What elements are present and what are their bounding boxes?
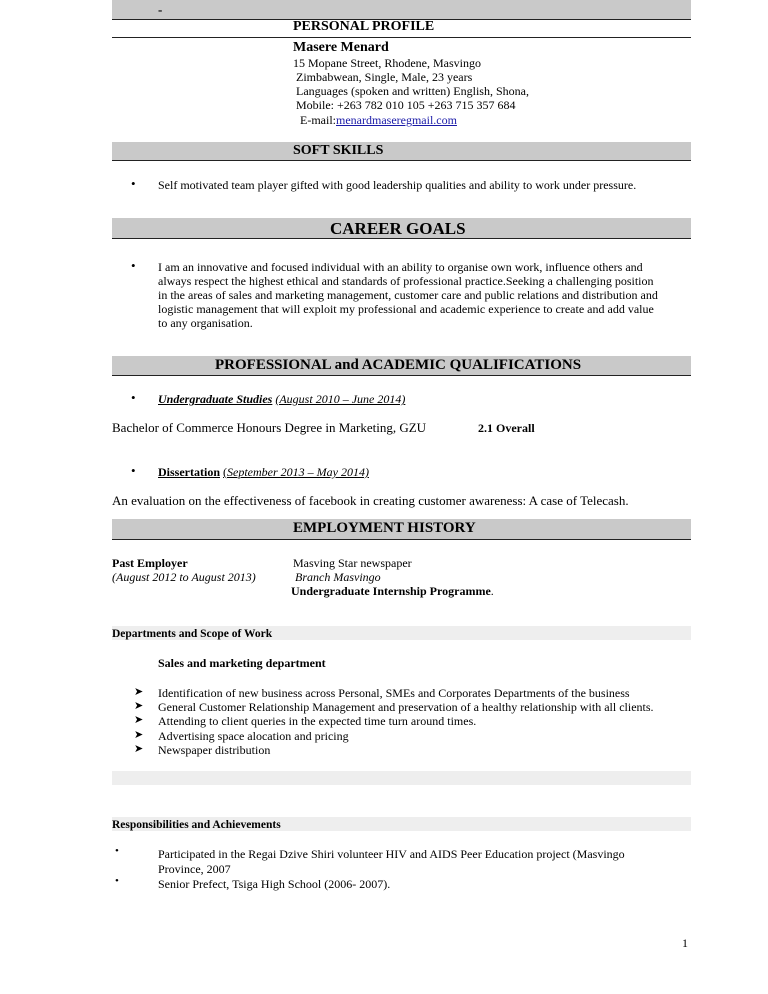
programme-name: Undergraduate Internship Programme — [291, 584, 491, 598]
profile-mobile: Mobile: +263 782 010 105 +263 715 357 684 — [296, 98, 516, 112]
bullet-icon: • — [115, 875, 119, 887]
programme-end: . — [490, 584, 494, 598]
spacer-bar — [112, 771, 691, 785]
profile-address: 15 Mopane Street, Rhodene, Masvingo — [293, 56, 481, 70]
undergrad-dates: (August 2010 – June 2014) — [275, 392, 406, 406]
employer-name: Masving Star newspaper — [293, 556, 412, 570]
programme-row — [291, 584, 494, 598]
dissertation-title: Dissertation — [158, 465, 220, 479]
career-goals-line: always respect the highest ethical and standards of professional practice.Seeking a challenging position — [158, 274, 654, 288]
responsibilities-heading: Responsibilities and Achievements — [112, 819, 281, 831]
profile-name: Masere Menard — [293, 40, 389, 55]
undergrad-title: Undergraduate Studies — [158, 392, 273, 406]
employer-branch: Branch Masvingo — [295, 570, 381, 584]
dissertation-dates: September 2013 – May 2014) — [227, 465, 369, 479]
achievement-line: Participated in the Regai Dzive Shiri volunteer HIV and AIDS Peer Education project (Masvingo — [158, 847, 625, 861]
profile-languages: Languages (spoken and written) English, Shona, — [296, 84, 529, 98]
qualifications-heading: PROFESSIONAL and ACADEMIC QUALIFICATIONS — [215, 357, 582, 373]
bullet-icon: • — [131, 258, 136, 273]
top-dash: - — [158, 2, 163, 17]
dissertation-open-paren: ( — [223, 465, 227, 479]
past-employer-dates: (August 2012 to August 2013) — [112, 570, 256, 584]
arrow-bullet-icon: ➤ — [134, 743, 144, 755]
undergrad-row — [158, 392, 405, 406]
career-goals-line: I am an innovative and focused individual with an ability to organise own work, influence others and — [158, 260, 643, 274]
degree-text: Bachelor of Commerce Honours Degree in Marketing, GZU — [112, 420, 427, 435]
profile-email-row — [300, 113, 457, 127]
achievement-line: Senior Prefect, Tsiga High School (2006- 2007). — [158, 877, 391, 891]
soft-skills-heading: SOFT SKILLS — [293, 143, 384, 158]
achievement-line: Province, 2007 — [158, 862, 231, 876]
personal-profile-heading: PERSONAL PROFILE — [293, 19, 435, 34]
career-goals-line: logistic management that will exploit my professional and academic experience to create and add value — [158, 302, 654, 316]
arrow-bullet-icon: ➤ — [134, 700, 144, 712]
bullet-icon: • — [115, 845, 119, 857]
career-goals-heading: CAREER GOALS — [330, 219, 466, 238]
departments-heading: Departments and Scope of Work — [112, 628, 273, 640]
dissertation-text: An evaluation on the effectiveness of facebook in creating customer awareness: A case of Telecash. — [112, 493, 629, 508]
duty-item: General Customer Relationship Management and preservation of a healthy relationship with all clients. — [158, 700, 654, 714]
bullet-icon: • — [131, 390, 136, 405]
bullet-icon: • — [131, 176, 136, 191]
email-link[interactable]: menardmaseregmail.com — [336, 113, 457, 127]
duty-item: Identification of new business across Personal, SMEs and Corporates Departments of the business — [158, 686, 630, 700]
arrow-bullet-icon: ➤ — [134, 686, 144, 698]
soft-skills-bar — [112, 142, 691, 161]
past-employer-label: Past Employer — [112, 556, 188, 570]
bullet-icon: • — [131, 463, 136, 478]
career-goals-line: in the areas of sales and marketing management, customer care and public relations and distribution and — [158, 288, 658, 302]
employment-heading: EMPLOYMENT HISTORY — [293, 520, 476, 536]
duty-item: Attending to client queries in the expected time turn around times. — [158, 714, 477, 728]
department-name: Sales and marketing department — [158, 656, 326, 670]
duty-item: Advertising space alocation and pricing — [158, 729, 349, 743]
career-goals-line: to any organisation. — [158, 316, 253, 330]
personal-profile-rule — [112, 37, 691, 38]
profile-details: Zimbabwean, Single, Male, 23 years — [296, 70, 473, 84]
degree-result: 2.1 Overall — [478, 421, 535, 435]
top-header-bar — [112, 0, 691, 20]
arrow-bullet-icon: ➤ — [134, 714, 144, 726]
dissertation-row — [158, 465, 369, 479]
arrow-bullet-icon: ➤ — [134, 729, 144, 741]
page-number: 1 — [682, 936, 688, 950]
email-label: E-mail: — [300, 113, 336, 127]
soft-skill-item: Self motivated team player gifted with good leadership qualities and ability to work under pressure. — [158, 178, 637, 192]
duty-item: Newspaper distribution — [158, 743, 271, 757]
